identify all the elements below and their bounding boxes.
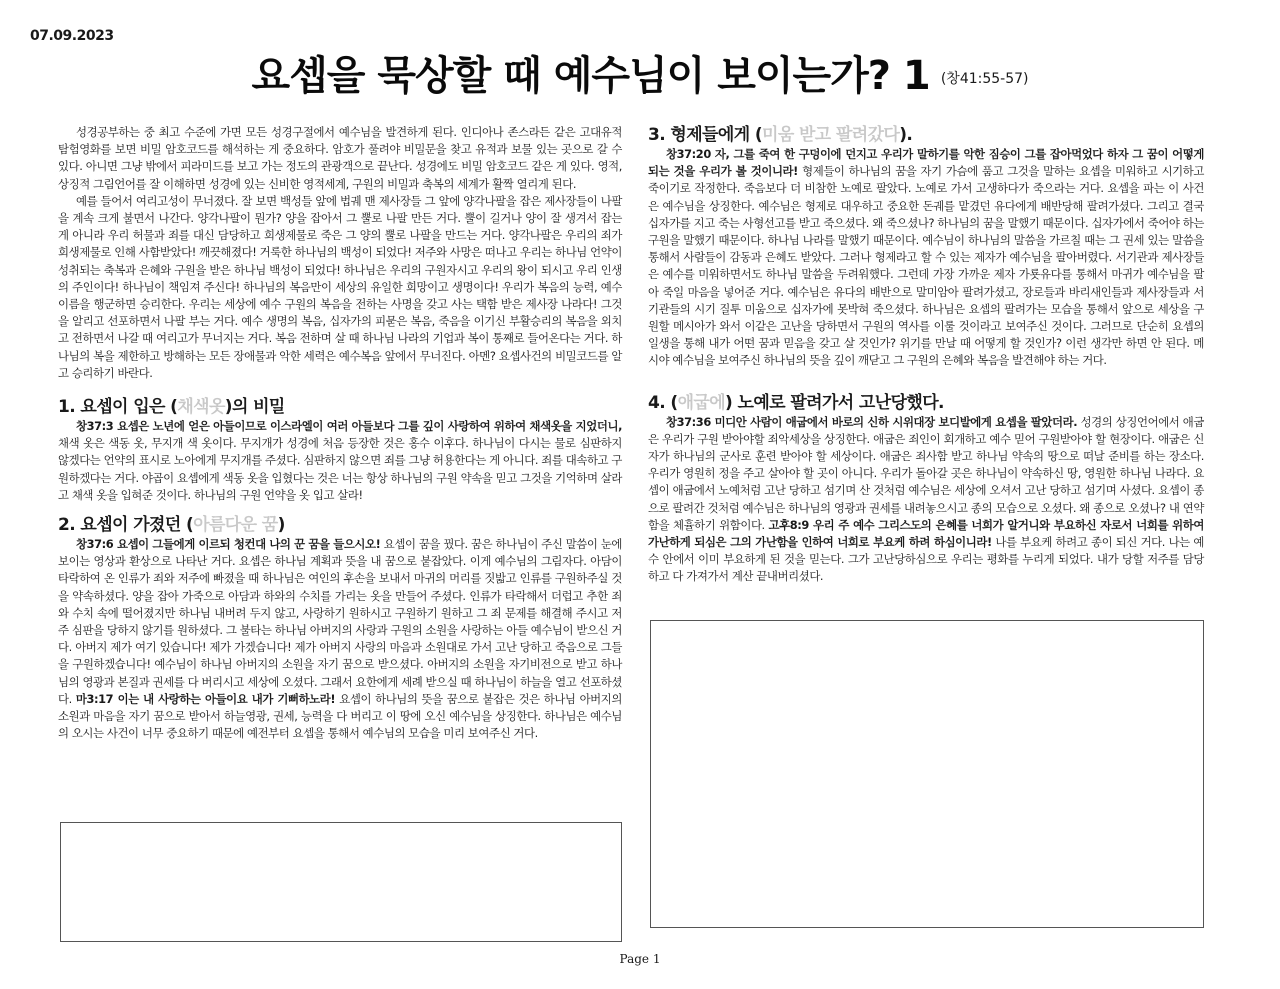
section-4-heading-pre: 4. ( — [648, 392, 678, 413]
section-2-heading-post: ) — [277, 515, 285, 536]
section-2-verse: 창37:6 요셉이 그들에게 이르되 청컨대 나의 꾼 꿈을 들으시오! — [76, 537, 381, 552]
section-4-heading — [648, 392, 1204, 414]
title-block — [0, 44, 1280, 101]
section-3-heading-pre: 3. 형제들에게 ( — [648, 125, 763, 145]
scripture-reference: (창41:55-57) — [940, 70, 1029, 87]
section-4-verse-2: 고후8:9 우리 주 예수 그리스도의 은혜를 너희가 알거니와 부요하신 자로서 너희를 위하여 가난하게 되심은 그의 가난함을 인하여 너희로 부요케 하려 하심이니라! — [648, 517, 1204, 550]
date: 07.09.2023 — [30, 28, 114, 44]
notes-box-left — [60, 822, 622, 942]
section-1-verse: 창37:3 요셉은 노년에 얻은 아들이므로 이스라엘이 여러 아들보다 그를 깊이 사랑하여 위하여 채색옷을 지었더니, — [76, 419, 622, 434]
section-4-body-1: 성경의 상징언어에서 애굽은 우리가 구원 받아야할 죄악세상을 상징한다. 애굽은 죄인이 회개하고 예수 믿어 구원받아야 할 현장이다. 애굽은 신자가 하나님의 군사로 훈련 받아야 할 세상이다. 애굽은 죄사함 받고 하나님 약속의 땅으로 떠날 준비를 하는 장소다. 우리가 영원히 정을 주고 살아야 할 곳이 아니다. 우리가 돌아갈 곳은 하나님이 약속하신 땅, 영원한 하나님 나라다. 요셉이 애굽에서 노예처럼 고난 당하고 섬기며 산 것처럼 예수님은 세상에 오셔서 고난 당하고 섬기며 사셨다. 요셉이 종으로 팔려간 것처럼 예수님은 하나님의 영광과 권세를 내려놓으시고 종의 모습으로 오셨다. 왜 종으로 오셨나? 내 연약함을 체휼하기 위함이다. — [648, 414, 1204, 532]
section-1-heading — [58, 396, 622, 418]
section-3-body: 형제들이 하나님의 꿈을 자기 가슴에 품고 그것을 말하는 요셉을 미워하고 시기하고 죽이기로 작정한다. 죽음보다 더 비참한 노예로 팔았다. 노예로 가서 고생하다가 죽으라는 거다. 요셉을 파는 이 사건은 예수님을 상징한다. 예수님은 형제로 대우하고 중요한 돈궤를 맡겼던 유다에게 배반당해 팔려가셨다. 그리고 결국 십자가를 지고 죽는 사형선고를 받고 죽으셨다. 왜 죽으셨나? 하나님의 꿈을 말했기 때문이다. 십자가에서 죽어야 하는 구원을 말했기 때문이다. 하나님 나라를 말했기 때문이다. 예수님이 하나님의 말씀을 가르칠 때는 그 권세 있는 말씀을 통해서 사람들이 감동과 은혜도 받았다. 그러나 형제라고 할 수 있는 제자가 예수님을 팔아버렸다. 서기관과 제사장들은 예수를 미워하면서도 하나님 말씀을 두려워했다. 그런데 가장 가까운 제자 가룟유다를 통해서 마귀가 예수님을 팔아 죽일 마음을 넣어준 거다. 예수님은 유다의 배반으로 말미암아 팔려가셨고, 장로들과 바리새인들과 제사장들과 서기관들의 시기 질투 미움으로 십자가에 못박혀 죽으셨다. 하나님은 요셉의 팔려가는 모습을 통해서 앞으로 세상을 구원할 메시아가 와서 이같은 고난을 당하면서 구원의 역사를 이룰 것이라고 보여주신 것이다. 그러므로 단순히 요셉의 일생을 통해 내가 어떤 꿈과 믿음을 갖고 살 것인가? 위기를 만날 때 어떻게 할 것인가? 이런 생각만 하면 안 된다. 메시야 예수님을 보여주신 하나님의 뜻을 깊이 깨닫고 그 구원의 은혜와 복음을 발견해야 하는 거다. — [648, 164, 1204, 368]
section-1-body: 채색 옷은 색동 옷, 무지개 색 옷이다. 무지개가 성경에 처음 등장한 것은 홍수 이후다. 하나님이 다시는 물로 심판하지 않겠다는 언약의 표시로 노아에게 무지개를 주셨다. 심판하지 않으면 죄를 그냥 허용한다는 게 아니다. 죄를 대속하고 구원하겠다는 거다. 야곱이 요셉에게 색동 옷을 입혔다는 것은 너는 항상 하나님의 구원 약속을 믿고 그것을 기억하며 살라고 채색 옷을 입혀준 것이다. 하나님의 구원 언약을 옷 입고 살라! — [58, 436, 622, 502]
right-column — [648, 124, 1204, 586]
notes-box-right — [650, 620, 1204, 928]
section-2-body-1: 요셉이 꿈을 꿨다. 꿈은 하나님이 주신 말씀이 눈에 보이는 영상과 환상으로 나타난 거다. 요셉은 하나님 계획과 뜻을 내 꿈으로 붙잡았다. 이게 예수님의 그림자다. 아담이 타락하여 온 인류가 죄와 저주에 빠졌을 때 하나님은 여인의 후손을 보내서 마귀의 머리를 짓밟고 인류를 구원하주실 것을 약속하셨다. 양을 잡아 가죽으로 아담과 하와의 수치를 가리는 옷을 만들어 주셨다. 인류가 타락해서 더럽고 추한 죄와 수치 속에 떨어졌지만 하나님 내버려 두지 않고, 사랑하기 원하시고 구원하기 원하고 그 죄 문제를 해결해 주시고 저주 심판을 당하지 않기를 원하셨다. 그 불타는 하나님 아버지의 사랑과 구원의 소원을 사랑하는 아들 예수님이 받으신 거다. 아버지 제가 여기 있습니다! 제가 가겠습니다! 제가 아버지 사랑의 마음과 소원대로 가서 고난 당하고 죽음으로 그들을 구원하겠습니다! 예수님이 하나님 아버지의 소원을 자기 꿈으로 받으셨다. 아버지의 소원을 자기비전으로 받고 하나님의 영광과 본질과 권세를 다 버리시고 세상에 오셨다. 그래서 요한에게 세례 받으실 때 하나님이 하늘을 열고 선포하셨다. — [58, 537, 622, 706]
section-4-body-2: 나를 부요케 하려고 종이 되신 거다. 나는 예수 안에서 이미 부요하게 된 것을 믿는다. 그가 고난당하심으로 우리는 평화를 누리게 되었다. 내가 당할 저주를 담당하고 다 가져가서 계산 끝내버리셨다. — [648, 535, 1204, 584]
left-column — [58, 124, 622, 743]
section-3-heading-post: ). — [899, 125, 913, 145]
intro-paragraph-1: 성경공부하는 중 최고 수준에 가면 모든 성경구절에서 예수님을 발견하게 된다. 인디아나 존스라든 같은 고대유적 탐험영화를 보면 비밀 암호코드를 해석하는 게 중요하다. 암호가 풀려야 비밀문을 찾고 유적과 보물 있는 곳으로 갈 수 있다. 아니면 그냥 밖에서 피라미드를 보고 가는 정도의 관광객으로 끝난다. 성경에도 비밀 암호코드 같은 게 있다. 영적, 상징적 그림언어를 잘 이해하면 성경에 있는 신비한 영적세계, 구원의 비밀과 축복의 세계가 활짝 열리게 된다. — [58, 125, 622, 191]
section-3-heading — [648, 124, 1204, 146]
section-4-verse: 창37:36 미디안 사람이 애굽에서 바로의 신하 시위대장 보디발에게 요셉을 팔았더라. — [666, 414, 1078, 429]
section-1-heading-pre: 1. 요셉이 입은 ( — [58, 397, 178, 418]
section-3-blank: 미움 받고 팔려갔다 — [762, 125, 900, 145]
section-1-heading-post: )의 비밀 — [224, 397, 285, 418]
section-2-verse-2: 마3:17 이는 내 사랑하는 아들이요 내가 기뻐하노라! — [75, 691, 336, 706]
section-2-blank: 아름다운 꿈 — [193, 515, 278, 536]
section-2-body-2: 요셉이 하나님의 뜻을 꿈으로 붙잡은 것은 하나님 아버지의 소원과 마음을 자기 꿈으로 받아서 하늘영광, 권세, 능력을 다 버리고 이 땅에 오신 예수님을 상징한다. 하나님은 예수님의 오시는 사건이 너무 중요하기 때문에 예전부터 요셉을 통해서 예수님의 모습을 미리 보여주신 거다. — [58, 691, 622, 741]
intro-paragraph-2: 예를 들어서 여리고성이 무너졌다. 잘 보면 백성들 앞에 법궤 맨 제사장들 그 앞에 양각나팔을 잡은 제사장들이 나팔을 계속 크게 불면서 나간다. 양각나팔이 뭔가? 양을 잡아서 그 뿔로 나팔 만든 거다. 뿔이 길거나 양이 잘 생겨서 잡는 게 아니라 우리 허물과 죄를 대신 담당하고 희생제물로 죽은 그 양의 뿔로 나팔을 만드는 거다. 양각나팔은 우리의 죄가 희생제물로 인해 사함받았다! 깨끗해졌다! 거룩한 하나님의 백성이 되었다! 저주와 사망은 떠나고 우리는 하나님 언약이 성취되는 축복과 은혜와 구원을 받은 하나님 백성이 되었다! 하나님은 우리의 구원자시고 우리의 왕이 되시고 우리 인생의 주인이다! 하나님이 책임져 주신다! 하나님의 복음만이 세상의 유일한 희망이고 생명이다! 우리가 복음의 능력, 예수이름을 행군하면 승리한다. 우리는 세상에 예수 구원의 복음을 전하는 사명을 갖고 사는 택함 받은 제사장 나라다! 그것을 알리고 선포하면서 나팔 부는 거다. 예수 생명의 복음, 십자가의 피묻은 복음, 죽음을 이기신 부활승리의 복음을 외치고 전하면서 나갈 때 여리고가 무너지는 거다. 복음 전하며 살 때 하나님 나라의 기업과 복이 통째로 들어온다는 거다. 하나님의 복을 제한하고 방해하는 모든 장애물과 악한 세력은 예수복음 앞에서 무너진다. 아멘? 요셉사건의 비밀코드를 알고 승리하기 바란다. — [58, 193, 622, 380]
section-4-text — [648, 414, 1204, 586]
section-4-blank: 애굽에 — [677, 392, 726, 413]
section-3-verse: 창37:20 자, 그를 죽여 한 구덩이에 던지고 우리가 말하기를 악한 짐승이 그를 잡아먹었다 하자 그 꿈이 어떻게 되는 것을 우리가 볼 것이니라! — [648, 147, 1204, 179]
section-1-blank: 채색옷 — [177, 397, 225, 418]
section-2-text — [58, 536, 622, 742]
section-4-heading-post: ) 노예로 팔려가서 고난당했다. — [725, 392, 944, 413]
section-2-heading — [58, 514, 622, 536]
section-3-text — [648, 146, 1204, 370]
page-title: 요셉을 묵상할 때 예수님이 보이는가? 1 — [251, 53, 930, 99]
section-2-heading-pre: 2. 요셉이 가졌던 ( — [58, 515, 194, 536]
section-1-text — [58, 418, 622, 504]
page-number: Page 1 — [619, 952, 661, 966]
